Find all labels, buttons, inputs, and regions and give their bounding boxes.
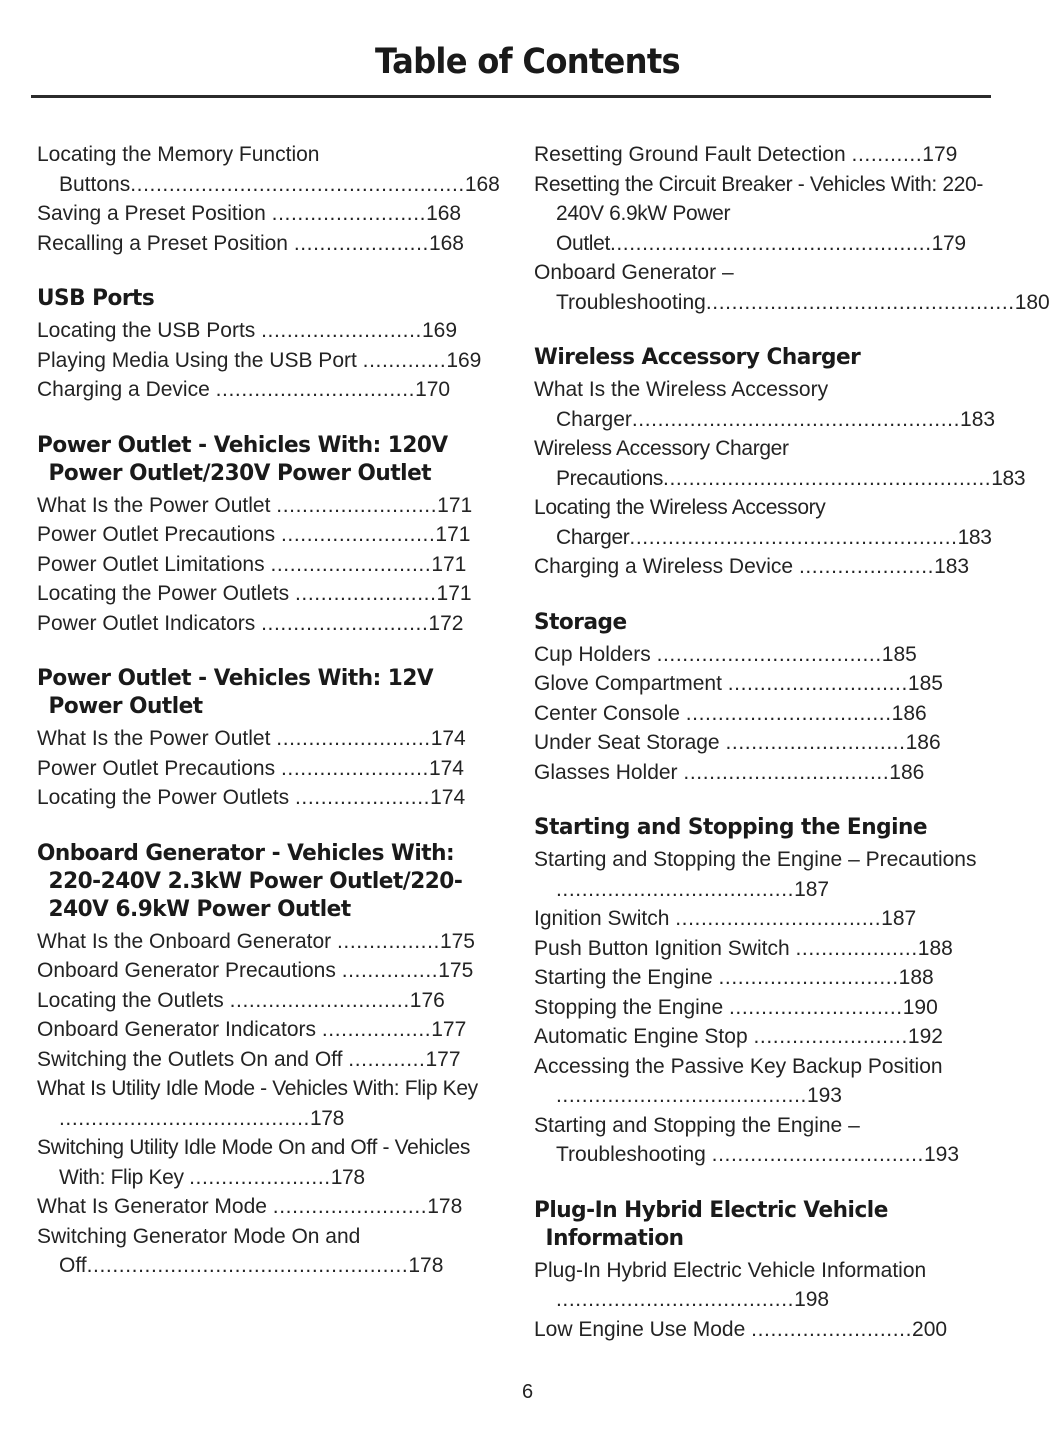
toc-entry[interactable] [534,552,987,582]
dot-leader: ....................... [280,756,429,780]
toc-entry[interactable] [37,956,490,986]
dot-leader: ......................... [276,493,438,517]
toc-entry-label: Switching Utility Idle Mode On and Off - Vehicles With: Flip Key [37,1136,471,1189]
toc-entry-page: 168 [426,202,462,225]
toc-entry[interactable] [37,316,490,346]
toc-entry-page: 168 [464,172,500,196]
dot-leader: ........................ [753,1025,908,1048]
dot-leader: ................................................... [663,466,992,490]
toc-entry[interactable] [37,754,490,784]
toc-entry[interactable] [534,1052,987,1111]
toc-entry[interactable] [37,1045,490,1075]
toc-entry-page: 170 [415,378,451,401]
section-heading: Onboard Generator - Vehicles With: 220-240V 2.3kW Power Outlet/220-240V 6.9kW Power Outlet [37,839,463,922]
toc-entry-page: 174 [428,756,464,780]
toc-entry-label: Starting the Engine [534,966,719,989]
page-title: Table of Contents [375,42,680,82]
dot-leader: ................................. [711,1143,924,1166]
toc-entry[interactable] [534,1111,987,1170]
toc-entry[interactable] [534,493,992,552]
toc-entry[interactable] [534,170,987,259]
toc-entry[interactable] [37,229,490,259]
toc-entry[interactable] [534,1022,987,1052]
toc-entry-page: 187 [881,907,917,930]
toc-entry-page: 174 [430,786,466,809]
dot-leader: ................................................ [705,290,1015,314]
toc-entry-page: 171 [436,582,472,605]
dot-leader: ................................... [656,642,882,666]
toc-entry-label: Stopping the Engine [534,995,729,1019]
dot-leader: ..................................... [556,1288,795,1311]
toc-entry-label: Push Button Ignition Switch [534,936,796,960]
toc-entry-page: 169 [446,348,482,372]
toc-entry[interactable] [534,699,987,729]
dot-leader: ............................... [215,378,416,401]
toc-entry[interactable] [37,550,490,580]
toc-entry-label: Power Outlet Precautions [37,523,281,546]
toc-entry-label: Locating the Wireless Accessory Charger [534,496,826,549]
dot-leader: ..................................... [556,877,795,901]
toc-entry-page: 186 [891,701,927,725]
toc-entry-page: 185 [881,642,917,666]
dot-leader: ..................... [293,231,429,255]
toc-entry-page: 178 [330,1165,365,1189]
dot-leader: ......................... [261,319,422,342]
section-heading: Wireless Accessory Charger [534,344,861,370]
toc-entry[interactable] [37,1222,490,1281]
dot-leader: ............. [362,348,447,372]
toc-entry-page: 177 [431,1018,467,1041]
toc-entry[interactable] [534,434,1026,493]
toc-entry-page: 176 [409,988,445,1012]
dot-leader: .......................... [261,611,429,635]
toc-entry-label: Locating the USB Ports [37,319,262,342]
toc-entry-label: Starting and Stopping the Engine – Precautions [534,848,977,871]
dot-leader: ..................... [294,786,431,809]
toc-entry-page: 183 [957,525,992,549]
toc-entry-page: 188 [898,966,934,989]
toc-entry[interactable] [37,1015,490,1045]
dot-leader: ................................ [685,701,892,725]
toc-entry-page: 200 [912,1317,948,1341]
toc-column-right [534,140,1050,1344]
section-heading: USB Ports [37,285,155,311]
dot-leader: .................................................... [130,172,465,196]
toc-entry-page: 192 [907,1025,943,1048]
dot-leader: ...................... [189,1165,331,1189]
toc-entry-label: Locating the Power Outlets [37,786,295,809]
toc-entry[interactable] [37,1192,490,1222]
toc-entry[interactable] [37,140,500,199]
toc-entry-page: 169 [422,319,458,342]
toc-entry-page: 171 [437,493,473,517]
toc-entry-label: Charging a Wireless Device [534,555,799,578]
toc-entry-label: What Is the Onboard Generator [37,929,337,953]
dot-leader: ............................ [725,731,906,754]
toc-entry-page: 171 [435,523,471,546]
dot-leader: ................................ [683,760,890,784]
toc-entry-label: Low Engine Use Mode [534,1317,752,1341]
section-heading: Plug-In Hybrid Electric Vehicle Information [534,1196,888,1251]
dot-leader: ................................ [675,907,882,930]
toc-entry-page: 183 [934,555,970,578]
toc-entry-page: 174 [430,727,466,750]
dot-leader: .................................................. [609,231,932,255]
toc-entry-label: What Is Utility Idle Mode - Vehicles With: Flip Key [37,1077,478,1100]
toc-entry-page: 183 [991,466,1026,490]
toc-entry-label: Wireless Accessory Charger Precautions [534,437,789,490]
toc-entry-label: What Is Generator Mode [37,1195,273,1218]
dot-leader: ......................... [270,552,432,576]
dot-leader: ................................................... [629,525,958,549]
toc-entry[interactable] [534,904,987,934]
toc-entry-label: Ignition Switch [534,907,676,930]
section-heading: Starting and Stopping the Engine [534,814,928,840]
toc-entry[interactable] [534,758,987,788]
dot-leader: ............ [348,1047,426,1071]
dot-leader: ....................................... [59,1106,310,1130]
toc-columns [37,140,1050,1344]
toc-entry[interactable] [37,579,490,609]
title-divider [31,95,991,98]
toc-entry[interactable] [534,728,987,758]
toc-entry-page: 186 [889,760,925,784]
toc-entry[interactable] [37,927,490,957]
dot-leader: ......................... [751,1317,913,1341]
toc-entry-label: Onboard Generator – Troubleshooting [534,261,734,314]
toc-column-left [37,140,500,1344]
toc-entry[interactable] [534,1256,987,1315]
toc-entry-label: Automatic Engine Stop [534,1025,754,1048]
toc-entry-page: 193 [924,1143,960,1166]
dot-leader: ............................ [727,672,908,695]
toc-entry[interactable] [534,845,987,904]
toc-entry-label: What Is the Power Outlet [37,493,277,517]
toc-entry-page: 177 [425,1047,461,1071]
dot-leader: ...................... [294,582,437,605]
toc-entry-label: Resetting the Circuit Breaker - Vehicles With: 220-240V 6.9kW Power Outlet [534,172,984,255]
toc-entry[interactable] [534,375,996,434]
toc-entry-page: 193 [806,1084,842,1107]
toc-entry-label: Power Outlet Limitations [37,552,271,576]
toc-entry[interactable] [37,346,490,376]
toc-entry-label: Resetting Ground Fault Detection [534,143,852,166]
dot-leader: ............... [341,959,439,982]
toc-entry-label: What Is the Power Outlet [37,727,277,750]
dot-leader: ........................ [272,1195,428,1218]
toc-entry-page: 175 [439,929,475,953]
toc-entry-page: 198 [794,1288,830,1311]
toc-entry-label: Playing Media Using the USB Port [37,348,363,372]
toc-entry-page: 175 [438,959,474,982]
toc-entry[interactable] [37,609,490,639]
toc-entry-label: Onboard Generator Precautions [37,959,342,982]
toc-entry[interactable] [534,258,1050,317]
toc-entry-label: Plug-In Hybrid Electric Vehicle Information [534,1258,927,1282]
dot-leader: ....................................... [556,1084,807,1107]
toc-entry-page: 179 [922,143,958,166]
toc-entry-label: Power Outlet Precautions [37,756,281,780]
toc-entry-label: Center Console [534,701,686,725]
page-number: 6 [521,1381,534,1403]
toc-entry[interactable] [37,520,490,550]
dot-leader: ................... [795,936,918,960]
toc-entry[interactable] [534,934,987,964]
toc-entry-label: Recalling a Preset Position [37,231,294,255]
toc-entry[interactable] [534,963,987,993]
toc-entry-page: 168 [428,231,464,255]
dot-leader: ............................ [229,988,410,1012]
toc-entry[interactable] [37,986,490,1016]
toc-entry[interactable] [534,140,987,170]
dot-leader: ........................ [271,202,427,225]
toc-entry-label: Locating the Outlets [37,988,230,1012]
toc-entry-label: Locating the Memory Function Buttons [37,143,320,196]
toc-entry-label: Charging a Device [37,378,216,401]
section-heading: Power Outlet - Vehicles With: 12V Power Outlet [37,665,434,719]
toc-entry[interactable] [37,491,490,521]
toc-entry-label: Saving a Preset Position [37,202,272,225]
dot-leader: ........................ [276,727,431,750]
dot-leader: ................ [337,929,440,953]
section-heading: Power Outlet - Vehicles With: 120V Power Outlet/230V Power Outlet [37,431,448,486]
toc-entry[interactable] [37,199,490,229]
dot-leader: .................................................. [86,1254,409,1277]
toc-entry-page: 178 [408,1254,444,1277]
toc-entry-label: What Is the Wireless Accessory Charger [534,378,829,431]
toc-entry-page: 188 [917,936,953,960]
toc-entry-label: Cup Holders [534,642,657,666]
toc-entry-label: Glasses Holder [534,760,684,784]
toc-entry[interactable] [37,375,490,405]
dot-leader: ..................... [798,555,935,578]
toc-entry[interactable] [534,669,987,699]
section-heading: Storage [534,608,627,635]
toc-entry-page: 183 [960,407,996,431]
toc-entry-label: Switching Generator Mode On and Off [37,1224,361,1277]
toc-entry[interactable] [534,1315,987,1345]
dot-leader: ........................... [729,995,903,1019]
toc-entry-page: 180 [1014,290,1050,314]
toc-entry-page: 178 [309,1106,344,1130]
toc-entry-page: 178 [427,1195,463,1218]
toc-entry-page: 179 [931,231,966,255]
toc-entry-label: Locating the Power Outlets [37,582,295,605]
toc-entry-label: Onboard Generator Indicators [37,1018,322,1041]
toc-entry-page: 172 [428,611,464,635]
toc-entry[interactable] [37,1133,490,1192]
toc-entry-label: Starting and Stopping the Engine – Troubleshooting [534,1113,860,1166]
dot-leader: ........................ [280,523,436,546]
toc-entry-label: Glove Compartment [534,672,728,695]
toc-entry[interactable] [534,993,987,1023]
toc-entry[interactable] [37,724,490,754]
toc-entry[interactable] [37,1074,490,1133]
toc-entry-page: 187 [794,877,830,901]
toc-entry-label: Power Outlet Indicators [37,611,262,635]
dot-leader: ............................ [718,966,899,989]
toc-entry-label: Under Seat Storage [534,731,726,754]
toc-entry[interactable] [534,640,987,670]
dot-leader: ................. [321,1018,432,1041]
toc-entry-page: 186 [905,731,941,754]
toc-entry-page: 171 [431,552,467,576]
dot-leader: ........... [851,143,923,166]
toc-entry-label: Switching the Outlets On and Off [37,1047,349,1071]
toc-entry-page: 190 [902,995,938,1019]
toc-entry-label: Accessing the Passive Key Backup Position [534,1054,943,1078]
dot-leader: ................................................... [631,407,961,431]
toc-entry[interactable] [37,783,490,813]
toc-entry-page: 185 [907,672,943,695]
